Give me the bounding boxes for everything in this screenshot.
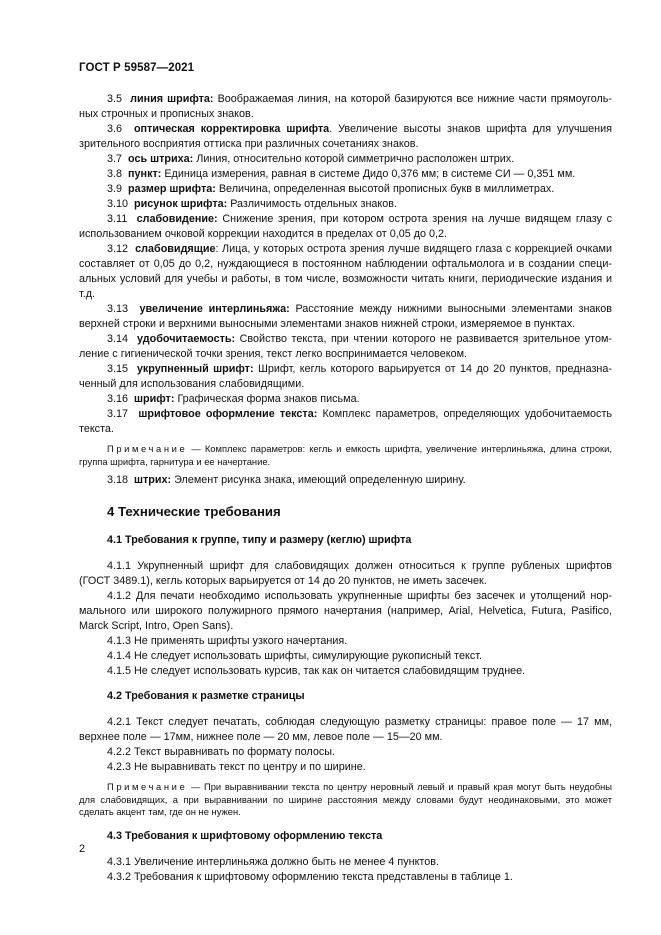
clause-4-1-4: 4.1.4 Не следует использовать шрифты, симулирующие рукописный текст.	[107, 650, 482, 662]
definition-3-6: 3.6 оптическая корректировка шрифта. Увеличение высоты знаков шрифта для улучшения зрительного восприятия оттиска при различных сочетаниях знаков.	[79, 123, 612, 150]
clause-4-3-2: 4.3.2 Требования к шрифтовому оформлению текста представлены в таблице 1.	[107, 870, 513, 883]
subsection-4-1-title: 4.1 Требования к группе, типу и размеру (кеглю) шрифта	[107, 534, 412, 546]
definition-3-14: 3.14 удобочитаемость: Свойство текста, при чтении которого не развивается зрительное утомление с гигиенической точки зрения, текст легко воспринимается человеком.	[79, 333, 613, 360]
clause-4-1-3: 4.1.3 Не применять шрифты узкого начертания.	[107, 635, 348, 647]
definition-3-12: 3.12 слабовидящие: Лица, у которых острота зрения лучше видящего глаза с коррекцией очками составляет от 0,05 до 0,2, нуждающиеся в постоянном наблюдении офтальмолога и в создании специальных условий для учебы и работы, в том числе, возможности читать книги, периодические издания и т.д.	[79, 243, 612, 300]
clause-4-3-1: 4.3.1 Увеличение интерлиньяжа должно быть не менее 4 пунктов.	[107, 855, 439, 868]
definition-3-15: 3.15 укрупненный шрифт: Шрифт, кегль которого варьируется от 14 до 20 пунктов, предназначенный для использования слабовидящими.	[79, 363, 612, 390]
definitions-list	[79, 92, 612, 437]
document-header: ГОСТ Р 59587—2021	[79, 62, 195, 74]
definition-3-17: 3.17 шрифтовое оформление текста: Комплекс параметров, определяющих удобочитаемость текста.	[79, 408, 613, 435]
clause-4-1-5: 4.1.5 Не следует использовать курсив, так как он читается слабовидящим труднее.	[107, 665, 526, 677]
definition-3-18: 3.18 штрих: Элемент рисунка знака, имеющий определенную ширину.	[107, 474, 466, 486]
subsection-4-2-title: 4.2 Требования к разметке страницы	[107, 690, 305, 702]
definition-3-16: 3.16 шрифт: Графическая форма знаков письма.	[107, 393, 360, 405]
section-4-title: 4 Технические требования	[107, 504, 281, 519]
clause-4-1-1: 4.1.1 Укрупненный шрифт для слабовидящих должен относиться к группе рубленых шрифтов (ГОСТ 3489.1), кегль которых варьируется от 14 до 20 пунктов, не иметь засечек.	[79, 560, 612, 587]
note-alignment: Примечание — При выравнивании текста по центру неровный левый и правый края могут быть неудобны для слабовидящих, а при выравнивании по ширине расстояния между словами будут неодинаковыми, это может сделать акцент там, где он не нужен.	[79, 781, 613, 817]
clause-4-2-1: 4.2.1 Текст следует печатать, соблюдая следующую разметку страницы: правое поле — 17 мм, верхнее поле — 17мм, нижнее поле — 20 мм, левое поле — 15—20 мм.	[79, 716, 612, 743]
page-number: 2	[79, 843, 86, 855]
definition-3-8: 3.8 пункт: Единица измерения, равная в системе Дидо 0,376 мм; в системе СИ — 0,351 мм.	[107, 168, 576, 180]
definition-3-13: 3.13 увеличение интерлиньяжа: Расстояние между нижними выносными элементами знаков верхней строки и верхними выносными элементами знаков нижней строки, измеряемое в пунктах.	[79, 303, 613, 330]
clause-4-2-3: 4.2.3 Не выравнивать текст по центру и по ширине.	[107, 761, 366, 773]
clause-4-2-2: 4.2.2 Текст выравнивать по формату полосы.	[107, 746, 335, 758]
page-content	[79, 92, 612, 885]
definition-3-10: 3.10 рисунок шрифта: Различимость отдельных знаков.	[107, 198, 397, 210]
definition-3-9: 3.9 размер шрифта: Величина, определенная высотой прописных букв в миллиметрах.	[107, 183, 555, 195]
definition-3-7: 3.7 ось штриха: Линия, относительно которой симметрично расположен штрих.	[107, 153, 515, 165]
clause-4-1-2: 4.1.2 Для печати необходимо использовать укрупненные шрифты без засечек и утолщений нормального или широкого полужирного прямого начертания (например, Arial, Helvetica, Futura, Pasifico, Marck Script, Intro, Open Sans).	[79, 590, 612, 632]
note-definitions: Примечание — Комплекс параметров: кегль и емкость шрифта, увеличение интерлиньяжа, длина строки, группа шрифта, гарнитура и ее начертание.	[79, 443, 612, 467]
subsection-4-3-title: 4.3 Требования к шрифтовому оформлению текста	[107, 829, 383, 842]
definition-3-5: 3.5 линия шрифта: Воображаемая линия, на которой базируются все нижние части прямоугольных строчных и прописных знаков.	[79, 93, 613, 120]
definition-3-11: 3.11 слабовидение: Снижение зрения, при котором острота зрения на лучше видящем глазу с использованием очковой коррекции находится в пределах от 0,05 до 0,2.	[79, 213, 613, 240]
